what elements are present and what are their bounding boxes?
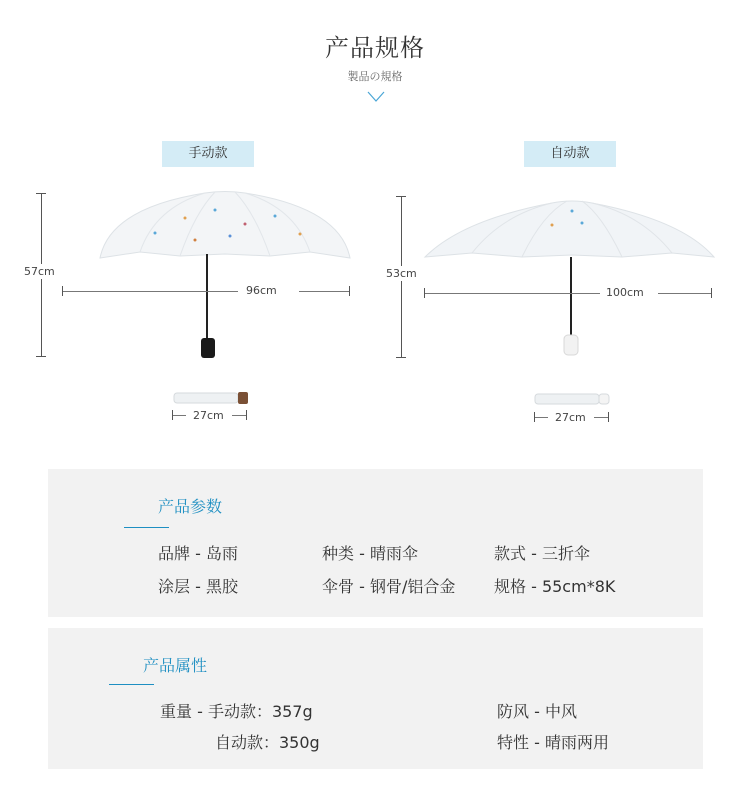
product-attrs-underline	[109, 684, 154, 685]
auto-width-line-right	[658, 293, 712, 294]
attr-feature: 特性 - 晴雨两用	[497, 733, 609, 752]
manual-umbrella-image	[95, 188, 355, 363]
manual-folded-tick-right	[246, 410, 247, 420]
product-params-underline	[124, 527, 169, 528]
manual-width-line-right	[299, 291, 349, 292]
attr-wind: 防风 - 中风	[497, 702, 577, 721]
manual-folded-tick-left	[172, 410, 173, 420]
auto-folded-label: 27cm	[555, 411, 586, 424]
manual-width-label: 96cm	[246, 284, 277, 297]
page-subtitle: 製品の規格	[347, 70, 403, 83]
manual-width-line-left	[62, 291, 238, 292]
param-style: 款式 - 三折伞	[494, 544, 590, 563]
auto-folded-line-left	[534, 417, 548, 418]
chevron-down-icon	[367, 91, 385, 103]
auto-height-label: 53cm	[386, 267, 417, 280]
attr-weight-auto: 自动款：350g	[215, 733, 320, 752]
manual-label: 手动款	[162, 141, 254, 167]
page-title: 产品规格	[325, 34, 425, 62]
auto-folded-line-right	[594, 417, 608, 418]
auto-umbrella-image	[422, 195, 717, 365]
manual-folded-label: 27cm	[193, 409, 224, 422]
auto-folded-tick-right	[608, 412, 609, 422]
param-type: 种类 - 晴雨伞	[322, 544, 418, 563]
attr-weight-manual: 重量 - 手动款：357g	[160, 702, 313, 721]
manual-folded-umbrella-image	[172, 390, 252, 406]
product-params-title: 产品参数	[158, 497, 223, 516]
auto-folded-tick-left	[534, 412, 535, 422]
param-coating: 涂层 - 黑胶	[158, 577, 238, 596]
auto-width-label: 100cm	[606, 286, 644, 299]
auto-height-tick-bottom	[396, 357, 406, 358]
param-brand: 品牌 - 岛雨	[158, 544, 238, 563]
auto-width-tick-left	[424, 288, 425, 298]
manual-height-tick-bottom	[36, 356, 46, 357]
auto-folded-umbrella-image	[533, 391, 613, 407]
manual-folded-line-left	[172, 415, 186, 416]
param-spec: 规格 - 55cm*8K	[494, 577, 616, 596]
param-frame: 伞骨 - 钢骨/铝合金	[322, 577, 456, 596]
manual-width-tick-left	[62, 286, 63, 296]
manual-width-tick-right	[349, 286, 350, 296]
auto-width-tick-right	[711, 288, 712, 298]
manual-folded-line-right	[232, 415, 246, 416]
manual-height-label: 57cm	[24, 265, 55, 278]
auto-width-line-left	[424, 293, 600, 294]
auto-label: 自动款	[524, 141, 616, 167]
product-attrs-title: 产品属性	[143, 656, 208, 675]
